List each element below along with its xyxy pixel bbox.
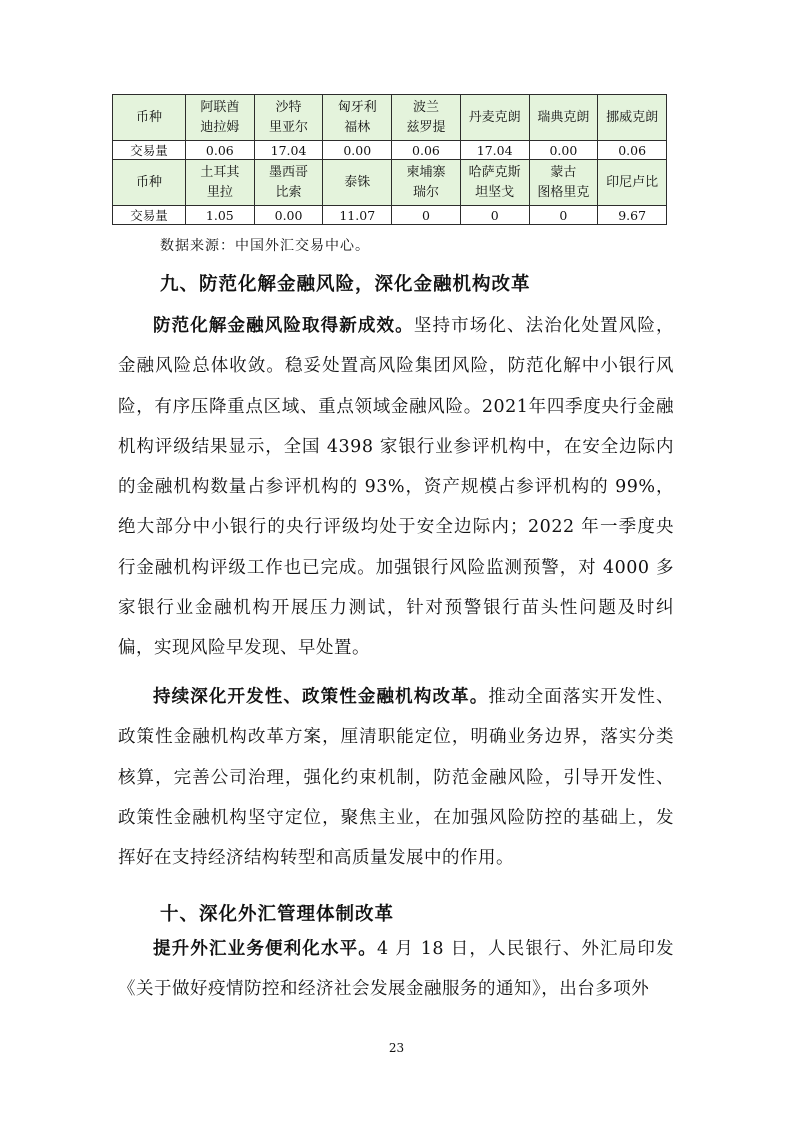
paragraph-body: 推动全面落实开发性、政策性金融机构改革方案，厘清职能定位，明确业务边界，落实分类核算，完善公司治理，强化约束机制，防范金融风险，引导开发性、政策性金融机构坚守定位，聚焦主业，在加强风险防控的基础上，发挥好在支持经济结构转型和高质量发展中的作用。 (118, 687, 675, 869)
table-cell: 哈萨克斯 坦坚戈 (460, 160, 529, 206)
paragraph-body: 坚持市场化、法治化处置风险，金融风险总体收敛。稳妥处置高风险集团风险，防范化解中小银行风险，有序压降重点区域、重点领域金融风险。2021年四季度央行金融机构评级结果显示，全国 4398 家银行业参评机构中，在安全边际内的金融机构数量占参评机构的 93%，资产规模占参评机构的 99%，绝大部分中小银行的央行评级均处于安全边际内；2022 年一季度央行金融机构评级工作也已完成。加强银行风险监测预警，对 4000 多家银行业金融机构开展压力测试，针对预警银行苗头性问题及时纠偏，实现风险早发现、早处置。 (118, 316, 675, 659)
paragraph-body: 4 月 18 日，人民银行、外汇局印发《关于做好疫情防控和经济社会发展金融服务的通知》，出台多项外 (118, 939, 675, 1000)
table-cell: 17.04 (254, 141, 323, 160)
currency-volume-table (112, 94, 667, 225)
table-cell: 墨西哥 比索 (254, 160, 323, 206)
table-cell: 1.05 (186, 206, 255, 225)
table-cell: 0.00 (529, 141, 598, 160)
table-cell: 沙特 里亚尔 (254, 95, 323, 141)
table-cell: 0.06 (392, 141, 461, 160)
page-number: 23 (388, 1041, 405, 1055)
table-cell: 丹麦克朗 (460, 95, 529, 141)
table-cell: 土耳其 里拉 (186, 160, 255, 206)
table-cell: 泰铢 (323, 160, 392, 206)
table-cell: 9.67 (598, 206, 667, 225)
table-cell: 11.07 (323, 206, 392, 225)
table-cell: 0.06 (598, 141, 667, 160)
table-cell: 蒙古 图格里克 (529, 160, 598, 206)
table-cell: 0 (460, 206, 529, 225)
table-cell: 匈牙利 福林 (323, 95, 392, 141)
table-cell: 17.04 (460, 141, 529, 160)
section-heading-9: 九、防范化解金融风险，深化金融机构改革 (160, 274, 531, 295)
table-cell: 印尼卢比 (598, 160, 667, 206)
table-cell: 阿联酋 迪拉姆 (186, 95, 255, 141)
table-cell: 0.00 (323, 141, 392, 160)
table-value-row-1 (113, 141, 667, 160)
table-cell: 柬埔寨 瑞尔 (392, 160, 461, 206)
table-cell: 瑞典克朗 (529, 95, 598, 141)
paragraph-lead: 提升外汇业务便利化水平。 (153, 939, 377, 959)
table-cell: 0.06 (186, 141, 255, 160)
data-source-note: 数据来源：中国外汇交易中心。 (160, 238, 370, 254)
paragraph-lead: 防范化解金融风险取得新成效。 (153, 316, 414, 336)
section-heading-10: 十、深化外汇管理体制改革 (160, 904, 395, 925)
paragraph-institution-reform (118, 677, 674, 878)
table-header-row-1 (113, 95, 667, 141)
table-cell: 0 (529, 206, 598, 225)
table-value-row-2 (113, 206, 667, 225)
table-cell: 挪威克朗 (598, 95, 667, 141)
table-cell: 交易量 (113, 141, 186, 160)
paragraph-risk-resolution (118, 306, 674, 669)
table-cell: 0.00 (254, 206, 323, 225)
paragraph-fx-facilitation (118, 929, 674, 1010)
table-cell: 波兰 兹罗提 (392, 95, 461, 141)
paragraph-lead: 持续深化开发性、政策性金融机构改革。 (153, 687, 489, 707)
table-cell: 交易量 (113, 206, 186, 225)
table-cell: 币种 (113, 160, 186, 206)
table-cell: 0 (392, 206, 461, 225)
table-cell: 币种 (113, 95, 186, 141)
table-header-row-2 (113, 160, 667, 206)
